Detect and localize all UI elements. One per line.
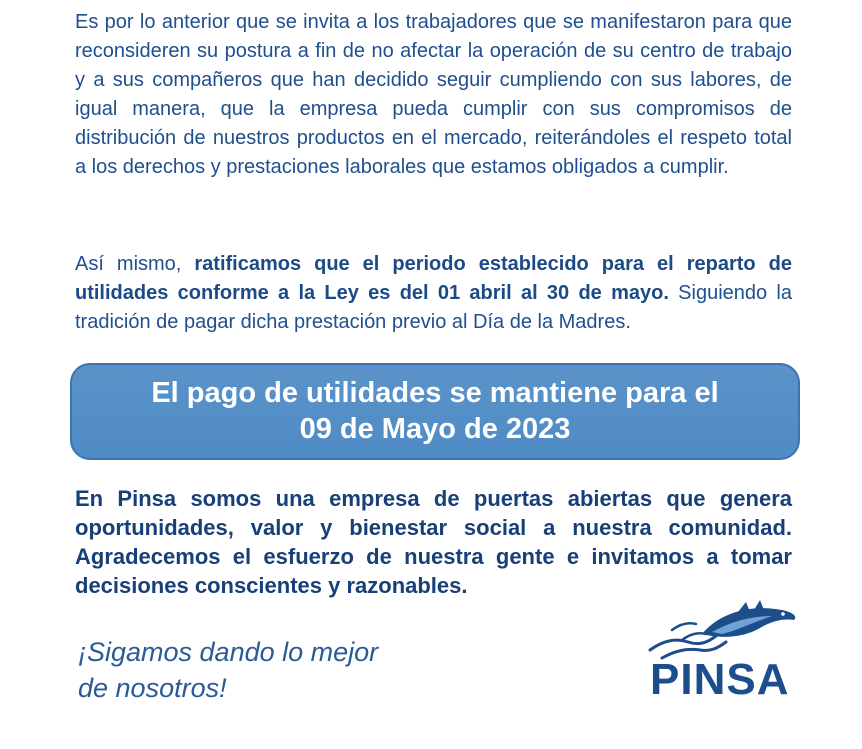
slogan [78,634,378,706]
slogan-line-1: ¡Sigamos dando lo mejor [78,637,379,667]
pinsa-wordmark: PINSA [650,655,790,704]
ratification-bold-statement: ratificamos que el periodo establecido para el reparto de utilidades conforme a la Ley es del 01 abril al 30 de mayo. [75,253,792,304]
banner-line-1: El pago de utilidades se mantiene para el [151,377,719,409]
pinsa-logo [642,600,802,710]
paragraph-ratification [75,250,792,337]
slogan-line-2: de nosotros! [78,673,227,703]
fish-waves-logo-icon [642,600,802,662]
closing-statement: En Pinsa somos una empresa de puertas abiertas que genera oportunidades, valor y bienestar social a nuestra comunidad. Agradecemos el esfuerzo de nuestra gente e invitamos a tomar decisiones conscientes y razonables. [75,486,792,598]
banner-line-2: 09 de Mayo de 2023 [299,413,571,445]
paragraph-invitation: Es por lo anterior que se invita a los trabajadores que se manifestaron para que reconsideren su postura a fin de no afectar la operación de su centro de trabajo y a sus compañeros que han decidido seguir cumpliendo con sus labores, de igual manera, que la empresa pueda cumplir con sus compromisos de distribución de nuestros productos en el mercado, reiterándoles el respeto total a los derechos y prestaciones laborales que estamos obligados a cumplir. [75,11,792,178]
payment-date-banner [70,363,800,460]
ratification-intro: Así mismo, [75,253,195,275]
ratification-rest: Siguiendo la tradición de pagar dicha prestación previo al Día de la Madres. [75,282,792,333]
